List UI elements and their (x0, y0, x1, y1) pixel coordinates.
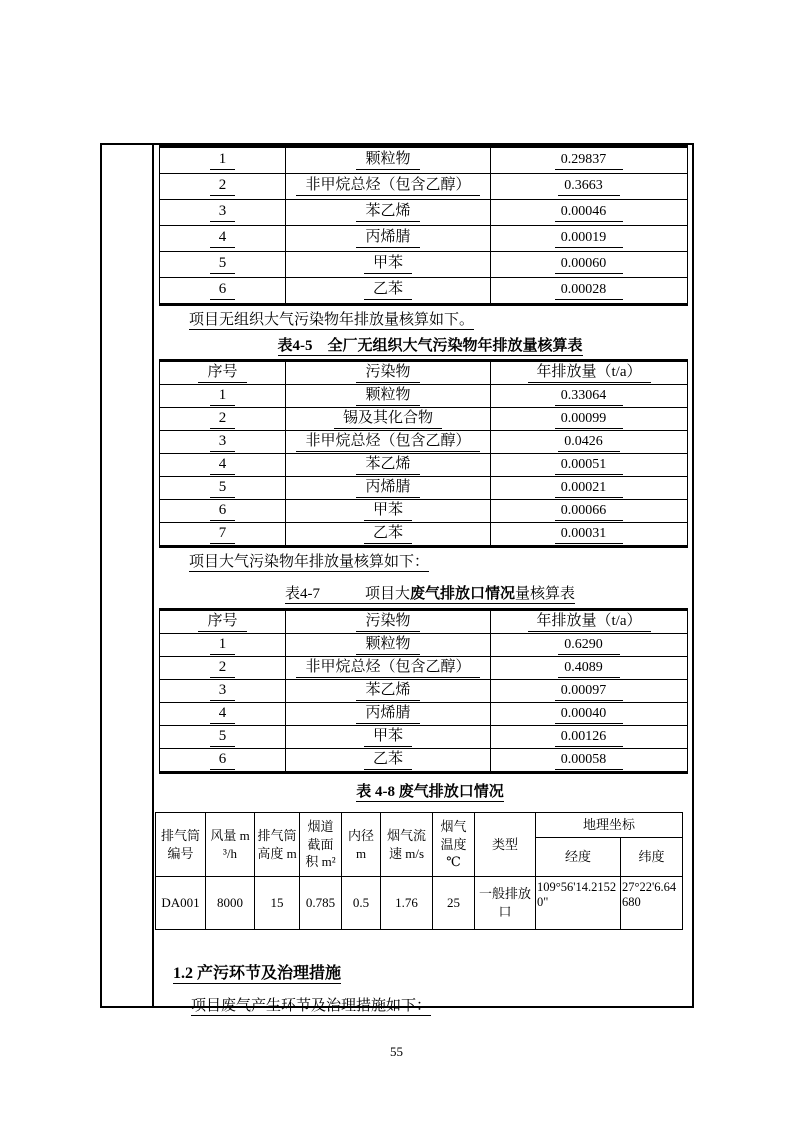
row-no: 7 (210, 525, 236, 544)
row-pollutant: 甲苯 (364, 255, 412, 274)
row-pollutant: 甲苯 (364, 502, 412, 521)
table-row (160, 634, 688, 657)
row-pollutant: 丙烯腈 (356, 229, 419, 248)
row-value: 0.00051 (555, 456, 624, 475)
table-header-row (160, 361, 688, 385)
header-duct-area: 烟道截面积 m² (300, 813, 342, 877)
section-heading-text: 1.2 产污环节及治理措施 (173, 965, 342, 982)
header-longitude: 经度 (536, 838, 621, 877)
table48-data-row (156, 877, 683, 930)
row-pollutant: 非甲烷总烃（包含乙醇） (296, 659, 479, 678)
row-no: 2 (210, 177, 236, 196)
cell-stack-height: 15 (255, 877, 300, 930)
paragraph-text: 项目废气产生环节及治理措施如下： (191, 998, 432, 1014)
row-no: 1 (210, 151, 236, 170)
table-row (160, 408, 688, 431)
cell-gas-velocity: 1.76 (381, 877, 433, 930)
table45-plant-unorganized-emissions (159, 359, 688, 548)
header-inner-diameter: 内径 m (342, 813, 381, 877)
header-pollutant: 污染物 (356, 364, 419, 383)
header-stack-id: 排气筒编号 (156, 813, 206, 877)
paragraph-text: 项目大气污染物年排放量核算如下： (189, 554, 430, 570)
cell-outlet-type: 一般排放口 (475, 877, 536, 930)
header-pollutant: 污染物 (356, 613, 419, 632)
row-value: 0.3663 (558, 177, 620, 196)
row-pollutant: 颗粒物 (356, 151, 419, 170)
header-geo-coordinates: 地理坐标 (536, 813, 683, 838)
row-no: 6 (210, 502, 236, 521)
table-row (160, 477, 688, 500)
cell-longitude: 109°56'14.21520" (536, 877, 621, 930)
table-row (160, 454, 688, 477)
header-stack-height: 排气筒高度 m (255, 813, 300, 877)
row-pollutant: 苯乙烯 (356, 456, 419, 475)
paragraph-text: 项目无组织大气污染物年排放量核算如下。 (189, 312, 475, 328)
row-value: 0.0426 (558, 433, 620, 452)
row-value: 0.00028 (555, 281, 624, 300)
paragraph-unorganized-note (159, 310, 687, 330)
table-row (160, 278, 688, 305)
row-no: 5 (210, 479, 236, 498)
table-row (160, 726, 688, 749)
header-no: 序号 (198, 364, 246, 383)
paragraph-treatment-note (159, 996, 687, 1016)
row-no: 6 (210, 751, 236, 770)
row-no: 2 (210, 410, 236, 429)
row-pollutant: 颗粒物 (356, 387, 419, 406)
form-left-divider (152, 145, 154, 1006)
row-value: 0.4089 (558, 659, 620, 678)
header-value: 年排放量（t/a） (528, 364, 651, 383)
row-pollutant: 颗粒物 (356, 636, 419, 655)
table-row (160, 200, 688, 226)
table48-exhaust-outlet (155, 812, 683, 930)
row-no: 3 (210, 433, 236, 452)
header-no: 序号 (198, 613, 246, 632)
table45-title-text: 表4-5 全厂无组织大气污染物年排放量核算表 (277, 338, 583, 354)
row-value: 0.33064 (555, 387, 624, 406)
row-value: 0.00066 (555, 502, 624, 521)
row-pollutant: 非甲烷总烃（包含乙醇） (296, 433, 479, 452)
cell-duct-area: 0.785 (300, 877, 342, 930)
section-heading (173, 964, 687, 984)
row-pollutant: 锡及其化合物 (334, 410, 442, 429)
row-value: 0.00021 (555, 479, 624, 498)
row-no: 1 (210, 387, 236, 406)
row-pollutant: 丙烯腈 (356, 705, 419, 724)
row-no: 1 (210, 636, 236, 655)
table47-outlet-emissions (159, 608, 688, 774)
row-pollutant: 乙苯 (364, 525, 412, 544)
table-row (160, 749, 688, 773)
cell-inner-diameter: 0.5 (342, 877, 381, 930)
row-pollutant: 丙烯腈 (356, 479, 419, 498)
table-row (160, 226, 688, 252)
row-value: 0.00058 (555, 751, 624, 770)
header-air-volume: 风量 m³/h (206, 813, 255, 877)
row-value: 0.00046 (555, 203, 624, 222)
header-latitude: 纬度 (621, 838, 683, 877)
row-value: 0.00060 (555, 255, 624, 274)
row-no: 4 (210, 705, 236, 724)
table-row (160, 657, 688, 680)
table-row (160, 174, 688, 200)
row-value: 0.00040 (555, 705, 624, 724)
table-row (160, 680, 688, 703)
form-frame (100, 143, 694, 1014)
row-no: 3 (210, 682, 236, 701)
header-outlet-type: 类型 (475, 813, 536, 877)
row-value: 0.00031 (555, 525, 624, 544)
row-pollutant: 乙苯 (364, 281, 412, 300)
table-row (160, 252, 688, 278)
table-header-row (160, 610, 688, 634)
row-no: 4 (210, 229, 236, 248)
row-pollutant: 甲苯 (364, 728, 412, 747)
table-row (160, 703, 688, 726)
row-value: 0.6290 (558, 636, 620, 655)
table-row (160, 523, 688, 547)
form-content (159, 145, 687, 1016)
table48-title (159, 782, 687, 803)
table48-header-row (156, 813, 683, 838)
table47-title-text: 表4-7 项目大废气排放口情况量核算表 (284, 586, 576, 602)
row-no: 5 (210, 728, 236, 747)
table45-title (159, 336, 687, 357)
cell-stack-id: DA001 (156, 877, 206, 930)
page-number: 55 (390, 1044, 403, 1059)
table47-title (159, 584, 687, 605)
row-value: 0.00097 (555, 682, 624, 701)
row-value: 0.00019 (555, 229, 624, 248)
cell-latitude: 27°22'6.64680 (621, 877, 683, 930)
row-value: 0.00126 (555, 728, 624, 747)
table-row (160, 147, 688, 174)
row-no: 2 (210, 659, 236, 678)
row-pollutant: 苯乙烯 (356, 203, 419, 222)
unorganized-emission-table-continued (159, 145, 688, 306)
table-row (160, 431, 688, 454)
header-gas-temp: 烟气温度 ℃ (433, 813, 475, 877)
row-pollutant: 苯乙烯 (356, 682, 419, 701)
paragraph-project-note (159, 552, 687, 572)
cell-gas-temp: 25 (433, 877, 475, 930)
header-gas-velocity: 烟气流速 m/s (381, 813, 433, 877)
row-no: 6 (210, 281, 236, 300)
table-row (160, 500, 688, 523)
row-pollutant: 乙苯 (364, 751, 412, 770)
table-row (160, 385, 688, 408)
row-no: 4 (210, 456, 236, 475)
row-value: 0.00099 (555, 410, 624, 429)
row-pollutant: 非甲烷总烃（包含乙醇） (296, 177, 479, 196)
row-value: 0.29837 (555, 151, 624, 170)
row-no: 3 (210, 203, 236, 222)
table48-title-text: 表 4-8 废气排放口情况 (356, 784, 504, 800)
row-no: 5 (210, 255, 236, 274)
header-value: 年排放量（t/a） (528, 613, 651, 632)
cell-air-volume: 8000 (206, 877, 255, 930)
